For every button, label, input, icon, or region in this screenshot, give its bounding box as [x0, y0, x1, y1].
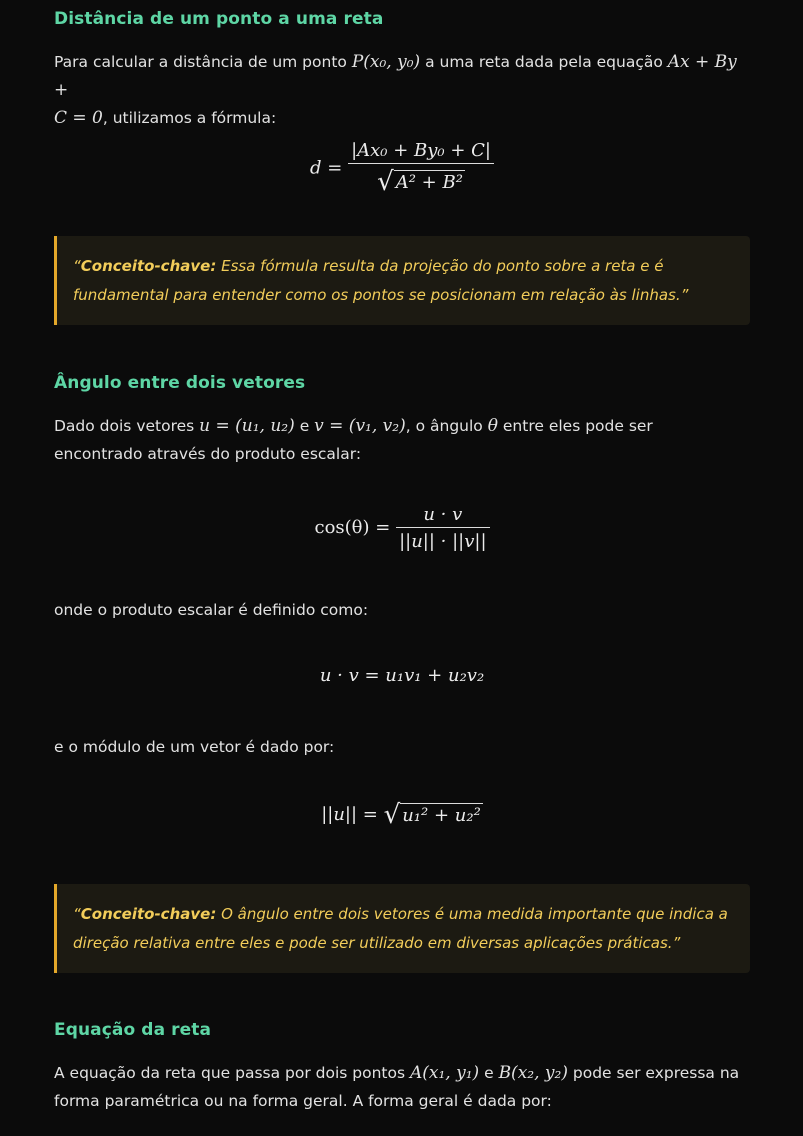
math-theta: θ	[487, 416, 498, 436]
callout-label: Conceito-chave:	[80, 905, 217, 923]
text-fragment: a uma reta dada pela equação	[420, 53, 668, 71]
fraction-denominator: ||u|| · ||v||	[399, 531, 487, 552]
fraction	[348, 140, 494, 197]
section-title-line-equation: Equação da reta	[54, 1020, 212, 1040]
text-fragment: e	[294, 417, 315, 435]
formula-lhs: ||u|| =	[321, 804, 378, 825]
quote-open: “	[73, 905, 81, 923]
paragraph-norm-intro: e o módulo de um vetor é dado por:	[54, 738, 335, 756]
paragraph-distance-intro	[54, 48, 744, 132]
text-fragment: Dado dois vetores	[54, 417, 200, 435]
fraction-numerator: u · v	[396, 504, 489, 528]
text-fragment: entre eles pode ser encontrado através do produto escalar:	[54, 417, 653, 463]
formula-lhs: cos(θ) =	[314, 517, 391, 538]
formula-cosine	[54, 504, 750, 552]
quote-open: “	[73, 257, 81, 275]
text-fragment: , o ângulo	[405, 417, 488, 435]
math-vector-v: v = (v₁, v₂)	[314, 416, 406, 436]
fraction	[396, 504, 489, 552]
text-fragment: e	[479, 1064, 499, 1082]
radical-sign-icon: √	[383, 800, 401, 830]
radical-sign-icon: √	[377, 167, 394, 197]
fraction-denominator	[348, 164, 494, 197]
fraction-numerator: |Ax₀ + By₀ + C|	[348, 140, 494, 164]
formula-lhs: d =	[310, 157, 343, 179]
math-vector-u: u = (u₁, u₂)	[199, 416, 295, 436]
paragraph-angle-intro	[54, 412, 744, 468]
formula-dot-product: u · v = u₁v₁ + u₂v₂	[319, 665, 485, 686]
text-fragment: A equação da reta que passa por dois pontos	[54, 1064, 410, 1082]
radicand: u₁² + u₂²	[402, 805, 481, 826]
callout-label: Conceito-chave:	[80, 257, 217, 275]
section-title-distance: Distância de um ponto a uma reta	[54, 9, 384, 29]
square-root	[377, 167, 465, 197]
callout-text: Essa fórmula resulta da projeção do ponto sobre a reta e é fundamental para entender como os pontos se posicionam em relação às linhas.	[73, 257, 681, 304]
math-point-b: B(x₂, y₂)	[498, 1063, 568, 1083]
square-root	[384, 800, 483, 830]
math-line-equation-part1: Ax + By +	[54, 52, 737, 100]
paragraph-line-equation-intro	[54, 1059, 744, 1115]
formula-norm	[54, 800, 750, 830]
quote-close: ”	[680, 285, 689, 304]
callout-key-concept-distance	[54, 236, 750, 325]
callout-text: O ângulo entre dois vetores é uma medida importante que indica a direção relativa entre eles e pode ser utilizado em diversas aplicações práticas.	[73, 905, 728, 952]
callout-key-concept-angle	[54, 884, 750, 973]
math-point-p: P(x₀, y₀)	[351, 52, 421, 72]
quote-close: ”	[672, 933, 681, 952]
text-fragment: , utilizamos a fórmula:	[102, 109, 277, 127]
section-title-angle: Ângulo entre dois vetores	[54, 373, 306, 393]
text-fragment: pode ser expressa na forma paramétrica ou na forma geral. A forma geral é dada por:	[54, 1064, 740, 1110]
formula-distance	[54, 140, 750, 197]
radicand: A² + B²	[395, 172, 463, 193]
math-point-a: A(x₁, y₁)	[410, 1063, 480, 1083]
math-line-equation-part2: C = 0	[54, 108, 103, 128]
paragraph-dot-product-intro: onde o produto escalar é definido como:	[54, 601, 369, 619]
text-fragment: Para calcular a distância de um ponto	[54, 53, 352, 71]
